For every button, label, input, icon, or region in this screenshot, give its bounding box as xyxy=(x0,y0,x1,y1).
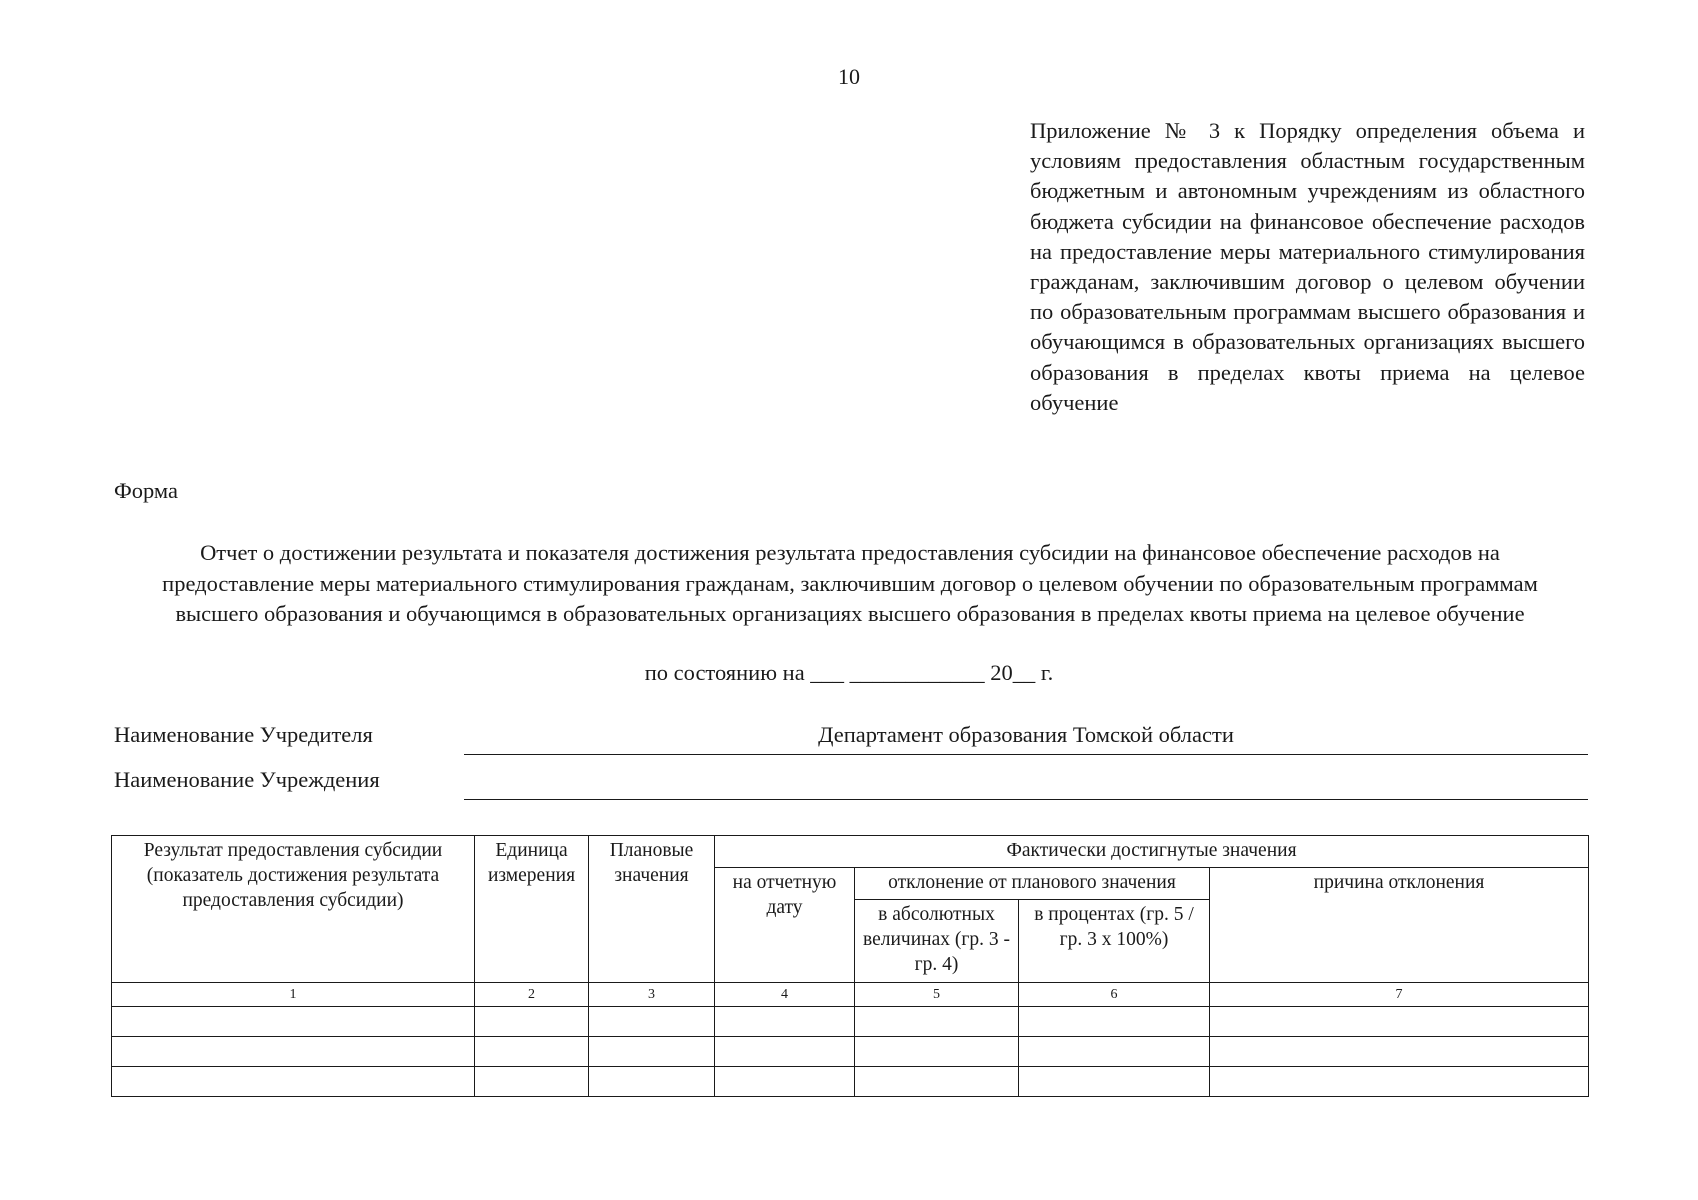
header-absolute: в абсолютных величинах (гр. 3 - гр. 4) xyxy=(855,900,1019,983)
table-cell xyxy=(855,1007,1019,1037)
table-cell xyxy=(589,1037,715,1067)
report-table xyxy=(111,835,1589,1097)
table-cell xyxy=(1019,1037,1210,1067)
table-cell xyxy=(112,1067,475,1097)
form-label: Форма xyxy=(114,478,179,503)
header-row-1 xyxy=(112,836,1589,868)
founder-label: Наименование Учредителя xyxy=(114,722,373,747)
institution-field xyxy=(114,767,1588,801)
table-cell xyxy=(1210,1067,1589,1097)
report-title: Отчет о достижении результата и показателя достижения результата предоставления субсидии на финансовое обеспечение расходов на предоставление меры материального стимулирования гражданам, заключившим договор о целевом обучении по образовательным программам высшего образования и обучающимся в образовательных организациях высшего образования в пределах квоты приема на целевое обучение xyxy=(162,540,1538,626)
table-cell xyxy=(589,1067,715,1097)
header-deviation-group: отклонение от планового значения xyxy=(855,868,1210,900)
table-cell xyxy=(1210,1007,1589,1037)
founder-value: Департамент образования Томской области xyxy=(818,722,1234,747)
founder-field xyxy=(114,722,1588,756)
table-cell xyxy=(112,1007,475,1037)
table-cell xyxy=(715,1037,855,1067)
table-cell xyxy=(112,1037,475,1067)
column-number: 3 xyxy=(589,983,715,1007)
table-row xyxy=(112,1007,1589,1037)
table-cell xyxy=(475,1007,589,1037)
table-cell xyxy=(855,1067,1019,1097)
header-on-date: на отчетную дату xyxy=(715,868,855,983)
column-number: 1 xyxy=(112,983,475,1007)
header-unit: Единица измерения xyxy=(475,836,589,983)
institution-label: Наименование Учреждения xyxy=(114,767,380,792)
column-number: 2 xyxy=(475,983,589,1007)
table-cell xyxy=(1019,1067,1210,1097)
page-number: 10 xyxy=(838,64,860,89)
table-row xyxy=(112,1037,1589,1067)
founder-underline xyxy=(464,754,1588,755)
table-cell xyxy=(1210,1037,1589,1067)
table-row xyxy=(112,1067,1589,1097)
column-number: 4 xyxy=(715,983,855,1007)
header-percent: в процентах (гр. 5 / гр. 3 x 100%) xyxy=(1019,900,1210,983)
report-date-line: по состоянию на ___ ____________ 20__ г. xyxy=(644,660,1054,685)
header-planned: Плановые значения xyxy=(589,836,715,983)
appendix-note: Приложение № 3 к Порядку определения объема и условиям предоставления областным государственным бюджетным и автономным учреждениям из областного бюджета субсидии на финансовое обеспечение расходов на предоставление меры материального стимулирования гражданам, заключившим договор о целевом обучении по образовательным программам высшего образования и обучающимся в образовательных организациях высшего образования в пределах квоты приема на целевое обучение xyxy=(1030,118,1585,415)
table-cell xyxy=(475,1037,589,1067)
column-numbers-row xyxy=(112,983,1589,1007)
column-number: 6 xyxy=(1019,983,1210,1007)
table-cell xyxy=(1019,1007,1210,1037)
header-result: Результат предоставления субсидии (показатель достижения результата предоставления субсидии) xyxy=(112,836,475,983)
table-cell xyxy=(475,1067,589,1097)
table-cell xyxy=(715,1067,855,1097)
header-reason: причина отклонения xyxy=(1210,868,1589,983)
header-actual-group: Фактически достигнутые значения xyxy=(715,836,1589,868)
table-cell xyxy=(715,1007,855,1037)
table-cell xyxy=(589,1007,715,1037)
table-cell xyxy=(855,1037,1019,1067)
column-number: 7 xyxy=(1210,983,1589,1007)
institution-underline xyxy=(464,799,1588,800)
column-number: 5 xyxy=(855,983,1019,1007)
